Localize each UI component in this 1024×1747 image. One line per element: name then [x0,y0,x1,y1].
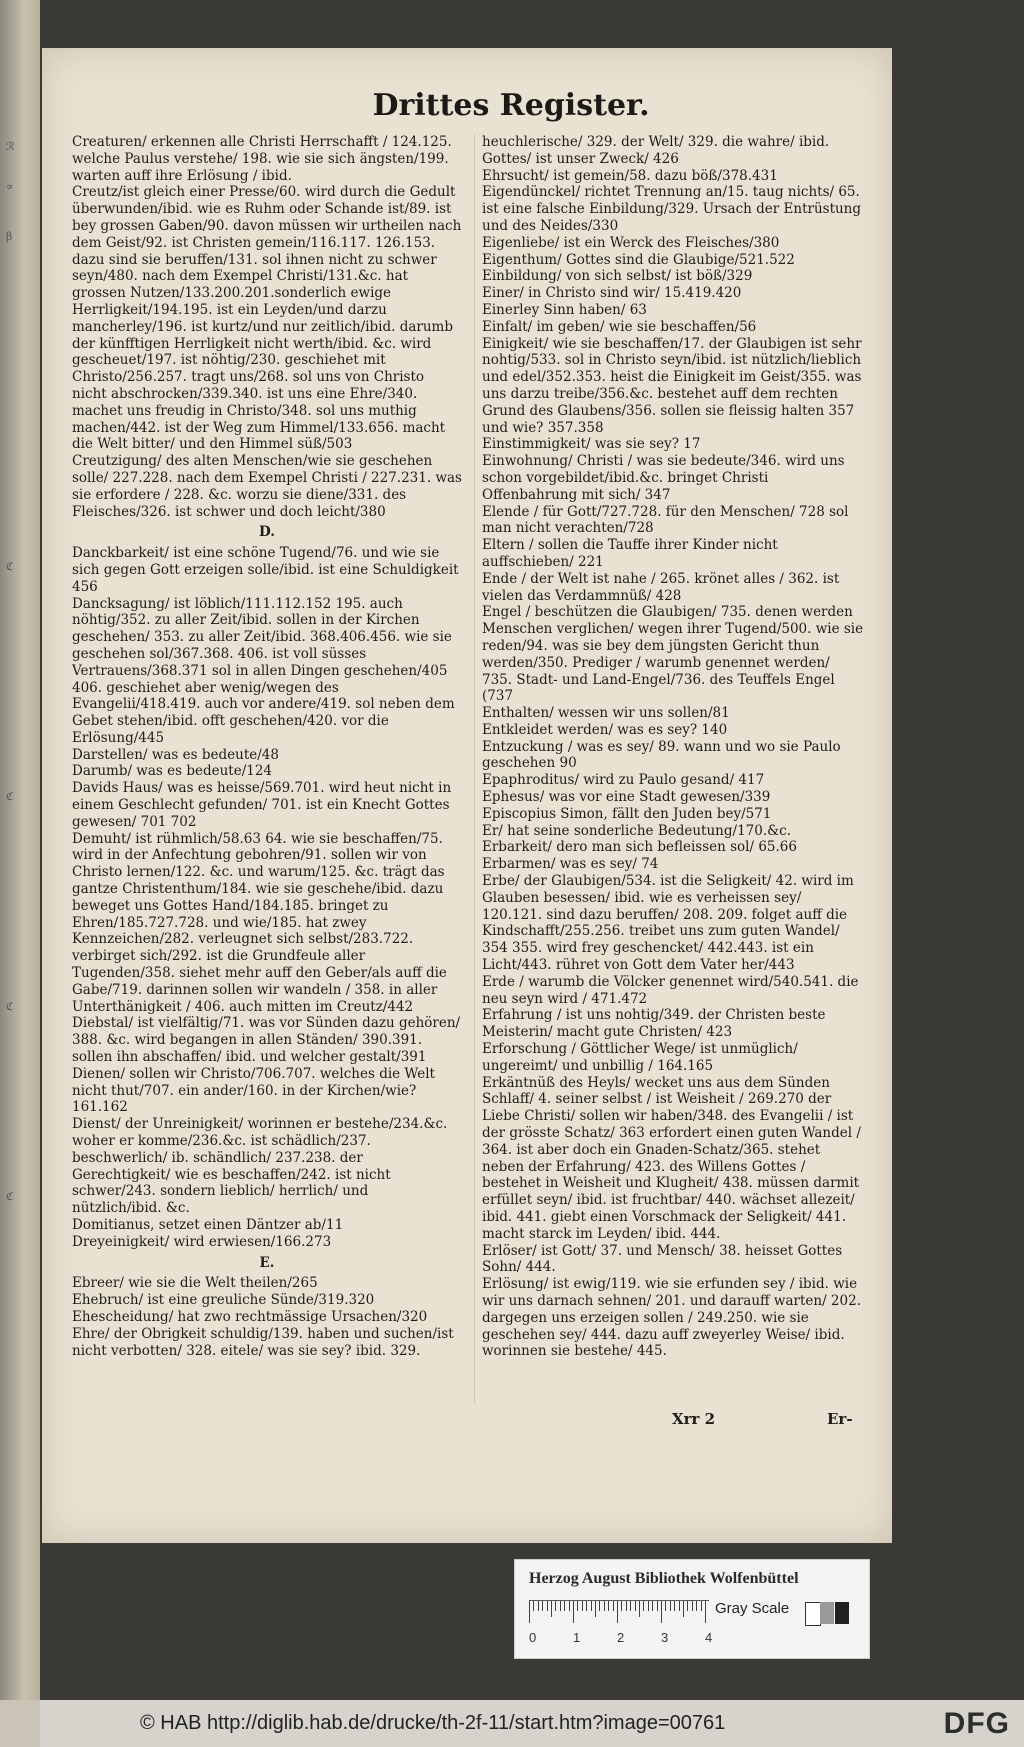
index-entry: Dancksagung/ ist löblich/111.112.152 195. auch nöhtig/352. zu aller Zeit/ibid. sollen in der Kirchen geschehen/ 353. zu aller Zeit/ibid. 368.406.456. wie sie geschehen sol/367.368. 406. ist voll süsses Vertrauens/368.371 sol in allen Dingen geschehen/405 406. geschiehet aber wenig/wegen des Evangelii/418.419. auch vor andere/419. sol neben dem Gebet stehen/ibid. offt geschehen/420. vor die Erlösung/445 [72,595,455,746]
index-entry: Creutzigung/ des alten Menschen/wie sie geschehen solle/ 227.228. nach dem Exempel Christi / 227.231. was sie erfordere / 228. &c. worzu sie diene/331. des Fleisches/326. ist schwer und doch leicht/380 [72,453,462,520]
ruler-tick [582,1601,583,1611]
signature-mark: Xrr 2 [672,1410,716,1428]
gray-scale-label: Gray Scale [715,1600,790,1617]
index-entry: Erbe/ der Glaubigen/534. ist die Seligkeit/ 42. wird im Glauben besessen/ ibid. wie es verheissen sey/ 120.121. sind dazu beruffen/ 208. 209. folget auff die Kindschafft/255.256. treibet uns zum guten Wandel/ 354 355. wird frey geschencket/ 442.443. ist ein Licht/443. rühret von Gott dem Vater her/443 [482,873,854,974]
index-entry: Erlöser/ ist Gott/ 37. und Mensch/ 38. heisset Gottes Sohn/ 444. [482,1242,843,1276]
right-column [482,134,864,1360]
index-entry: Diebstal/ ist vielfältig/71. was vor Sünden dazu gehören/ 388. &c. wird begangen in allen Ständen/ 390.391. sollen ihn abschaffen/ ibid. und welcher gestalt/391 [72,1015,461,1066]
ruler-tick [538,1601,539,1611]
footer-bar [0,1700,1024,1747]
ruler-tick [652,1601,653,1611]
index-entry: Erlösung/ ist ewig/119. wie sie erfunden sey / ibid. wie wir uns darnach sehnen/ 201. und darauff warten/ 202. dargegen uns erzeigen sollen / 249.250. wie sie geschehen sey/ 444. dazu auff zweyerley Weise/ ibid. worinnen sie bestehe/ 445. [482,1276,861,1360]
ruler-tick [555,1601,556,1611]
ruler-tick [613,1601,614,1611]
index-entry: Er/ hat seine sonderliche Bedeutung/170.&c. [482,822,791,839]
index-entry: Ebreer/ wie sie die Welt theilen/265 [72,1275,318,1292]
ruler-tick [542,1601,543,1611]
source-url[interactable]: © HAB http://diglib.hab.de/drucke/th-2f-11/start.htm?image=00761 [140,1712,726,1734]
index-entry: Erkäntnüß des Heyls/ wecket uns aus dem Sünden Schlaff/ 4. seiner selbst / ist Weisheit / 269.270 der Liebe Christi/ sollen wir haben/348. des Evangelii / ist der grösste Schatz/ 363 erfordert einen guten Wandel / 364. ist aber doch ein Gnaden-Schatz/365. stehet neben der Erfahrung/ 423. des Willens Gottes / bestehet in Weisheit und Klugheit/ 438. müssen darmit erfüllet seyn/ ibid. ist fruchtbar/ 440. wächset allezeit/ ibid. 441. giebt einen Vorschmack der Seligkeit/ 441. macht starck im Leyden/ ibid. 444. [482,1074,861,1242]
index-entry: Eigenliebe/ ist ein Werck des Fleisches/380 [482,234,780,251]
index-entry: Einstimmigkeit/ was sie sey? 17 [482,436,701,453]
gray-swatch-mid [820,1602,834,1624]
index-entry: Engel / beschützen die Glaubigen/ 735. denen werden Menschen verglichen/ wegen ihrer Tugend/500. wie sie reden/94. was sie bey dem jüngsten Gericht thun werden/350. Prediger / warumb genennet werden/ 735. Stadt- und Land-Engel/736. des Teuffels Engel (737 [482,604,864,705]
ruler-tick [679,1601,680,1611]
ruler-tick [701,1601,702,1611]
ruler-tick [674,1601,675,1611]
index-entry: Ende / der Welt ist nahe / 265. krönet alles / 362. ist vielen das Verdammnüß/ 428 [482,570,840,604]
ruler-tick [547,1601,548,1611]
ruler-tick [696,1601,697,1611]
index-entry: Erfahrung / ist uns nohtig/349. der Christen beste Meisterin/ macht gute Christen/ 423 [482,1007,826,1041]
index-entry: Darstellen/ was es bedeute/48 [72,746,279,763]
ruler-tick [705,1601,706,1623]
scale-number: 3 [661,1630,669,1645]
index-entry: Erforschung / Göttlicher Wege/ ist unmüglich/ ungereimt/ und unbillig / 164.165 [482,1041,798,1074]
index-entry: Elende / für Gott/727.728. für den Menschen/ 728 sol man nicht verachten/728 [482,503,849,537]
index-entry: heuchlerische/ 329. der Welt/ 329. die wahre/ ibid. Gottes/ ist unser Zweck/ 426 [482,134,830,167]
gray-swatch-black [835,1602,849,1624]
column-divider [474,134,475,1404]
section-letter: E. [259,1254,275,1271]
ruler-tick [626,1601,627,1611]
index-entry: Danckbarkeit/ ist eine schöne Tugend/76. und wie sie sich gegen Gott erzeigen solle/ibid. ist eine Schuldigkeit 456 [72,545,459,595]
gray-swatch-white [805,1602,821,1626]
scale-number: 2 [617,1630,625,1645]
ruler-tick [621,1601,622,1611]
ruler-tick [635,1601,636,1611]
scale-number: 4 [705,1630,713,1645]
neighbor-page-edge: ℛ ∝ β ℭ ℭ ℭ ℭ [0,0,40,1700]
index-entry: Eltern / sollen die Tauffe ihrer Kinder nicht auffschieben/ 221 [482,537,778,570]
book-page [42,48,892,1543]
page-title: Drittes Register. [372,88,650,123]
ruler-tick [683,1601,684,1617]
index-entry: Eigenthum/ Gottes sind die Glaubige/521.522 [482,251,795,268]
index-entry: Dienst/ der Unreinigkeit/ worinnen er bestehe/234.&c. woher er komme/236.&c. ist schädlich/237. beschwerlich/ ib. schändlich/ 237.238. der Gerechtigkeit/ wie es beschaffen/242. ist nicht schwer/243. sondern lieblich/ herrlich/ und nützlich/ibid. &c. [72,1116,448,1217]
ruler-tick [608,1601,609,1611]
section-letter: D. [259,524,275,541]
index-entry: Entkleidet werden/ was es sey? 140 [482,721,728,738]
ruler-tick [533,1601,534,1611]
footer-left-edge [0,1700,40,1747]
index-entry: Einer/ in Christo sind wir/ 15.419.420 [482,285,742,302]
scale-ruler [529,1600,709,1627]
ruler-tick [630,1601,631,1611]
ruler-tick [617,1601,618,1623]
index-entry: Dienen/ sollen wir Christo/706.707. welches die Welt nicht thut/707. ein ander/160. in der Kirchen/wie? 161.162 [72,1065,435,1116]
scale-number: 1 [573,1630,581,1645]
index-entry: Ehescheidung/ hat zwo rechtmässige Ursachen/320 [72,1308,428,1325]
ruler-tick [657,1601,658,1611]
ruler-tick [670,1601,671,1611]
ruler-tick [665,1601,666,1611]
library-name: Herzog August Bibliothek Wolfenbüttel [529,1570,799,1587]
ruler-tick [639,1601,640,1617]
ruler-tick [687,1601,688,1611]
index-entry: Davids Haus/ was es heisse/569.701. wird heut nicht in einem Geschlecht gefunden/ 701. ist ein Knecht Gottes gewesen/ 701 702 [72,780,452,830]
index-entry: Ehrsucht/ ist gemein/58. dazu böß/378.431 [482,167,778,184]
index-entry: Creaturen/ erkennen alle Christi Herrschafft / 124.125. welche Paulus verstehe/ 198. wie sie sich ängsten/199. warten auff ihre Erlösung / ibid. [72,134,452,184]
index-entry: Ehebruch/ ist eine greuliche Sünde/319.320 [72,1292,375,1309]
ruler-tick [569,1601,570,1611]
ruler-tick [599,1601,600,1611]
index-entry: Eigendünckel/ richtet Trennung an/15. taug nichts/ 65. ist eine falsche Einbildung/329. Ursach der Entrüstung und des Neides/330 [482,184,862,234]
library-color-card [514,1559,870,1659]
dfg-logo: DFG [943,1707,1010,1740]
catchword: Er- [827,1410,853,1428]
ruler-tick [564,1601,565,1611]
index-entry: Erbarmen/ was es sey/ 74 [482,856,659,873]
index-entry: Erbarkeit/ dero man sich befleissen sol/ 65.66 [482,839,797,856]
index-entry: Entzuckung / was es sey/ 89. wann und wo sie Paulo geschehen 90 [482,738,841,772]
index-entry: Einwohnung/ Christi / was sie bedeute/346. wird uns schon vorgebildet/ibid.&c. bringet Christi Offenbahrung mit sich/ 347 [482,453,845,503]
index-entry: Creutz/ist gleich einer Presse/60. wird durch die Gedult überwunden/ibid. wie es Ruhm oder Schande ist/89. ist bey grossen Gaben/90. davon müssen wir urtheilen nach dem Geist/92. ist Christen gemein/116.117. 126.153. dazu sind sie beruffen/131. sol ihnen nicht zu schwer seyn/480. nach dem Exempel Christi/131.&c. hat grossen Nutzen/133.200.201.sonderlich ewige Herrligkeit/194.195. ist ein Leyden/und darzu mancherley/196. ist kurtz/und nur zeitlich/ibid. darumb der künfftigen Herrligkeit nicht werth/ibid. &c. wird gescheuet/197. ist nöhtig/230. geschiehet mit Christo/256.257. tragt uns/268. sol uns von Christo nicht abschrocken/339.340. ist uns eine Ehre/340. machet uns freudig in Christo/348. sol uns muthig machen/442. ist der Weg zum Himmel/133.656. macht die Welt bitter/ und den Himmel süß/503 [72,184,462,453]
index-entry: Erde / warumb die Völcker genennet wird/540.541. die neu seyn wird / 471.472 [482,973,859,1007]
ruler-tick [573,1601,574,1623]
left-column [72,134,462,1359]
index-entry: Epaphroditus/ wird zu Paulo gesand/ 417 [482,772,765,789]
ruler-tick [661,1601,662,1623]
index-entry: Episcopius Simon, fällt den Juden bey/571 [482,805,772,822]
index-entry: Dreyeinigkeit/ wird erwiesen/166.273 [72,1233,332,1250]
ruler-tick [529,1601,530,1623]
ruler-tick [577,1601,578,1611]
scale-number: 0 [529,1630,537,1645]
ruler-tick [692,1601,693,1611]
index-entry: Einigkeit/ wie sie beschaffen/17. der Glaubigen ist sehr nohtig/533. sol in Christo seyn/ibid. ist nützlich/lieblich und edel/352.353. heist die Einigkeit im Geist/355. was uns darzu treibe/356.&c. bestehet auff dem rechten Grund des Glaubens/356. sollen sie fleissig halten 357 und wie? 357.358 [482,335,862,436]
ruler-tick [595,1601,596,1617]
ruler-tick [643,1601,644,1611]
index-entry: Ehre/ der Obrigkeit schuldig/139. haben und suchen/ist nicht verbotten/ 328. eitele/ was sie sey? ibid. 329. [72,1325,454,1359]
index-entry: Darumb/ was es bedeute/124 [72,763,273,780]
index-entry: Einfalt/ im geben/ wie sie beschaffen/56 [482,318,757,335]
index-entry: Einerley Sinn haben/ 63 [482,301,647,318]
ruler-tick [586,1601,587,1611]
ruler-tick [560,1601,561,1611]
index-entry: Domitianus, setzet einen Däntzer ab/11 [72,1217,344,1233]
ruler-tick [551,1601,552,1617]
ruler-tick [648,1601,649,1611]
index-entry: Demuht/ ist rühmlich/58.63 64. wie sie beschaffen/75. wird in der Anfechtung gebohren/91. sollen wir von Christo lernen/122. &c. und warum/125. &c. trägt das gantze Christenthum/184. wie sie geschehe/ibid. dazu beweget uns Gottes Hand/184.185. bringet zu Ehren/185.727.728. und wie/185. hat zwey Kennzeichen/282. verleugnet sich selbst/283.722. verbirget sich/292. ist die Grundfeule aller Tugenden/358. siehet mehr auff den Geber/als auff die Gabe/719. darinnen sollen wir wandeln / 358. in aller Unterthänigkeit / 406. auch mitten im Creutz/442 [72,830,447,1015]
ruler-tick [604,1601,605,1611]
index-entry: Enthalten/ wessen wir uns sollen/81 [482,705,730,722]
index-entry: Einbildung/ von sich selbst/ ist böß/329 [482,268,753,285]
ruler-tick [591,1601,592,1611]
index-entry: Ephesus/ was vor eine Stadt gewesen/339 [482,789,771,806]
